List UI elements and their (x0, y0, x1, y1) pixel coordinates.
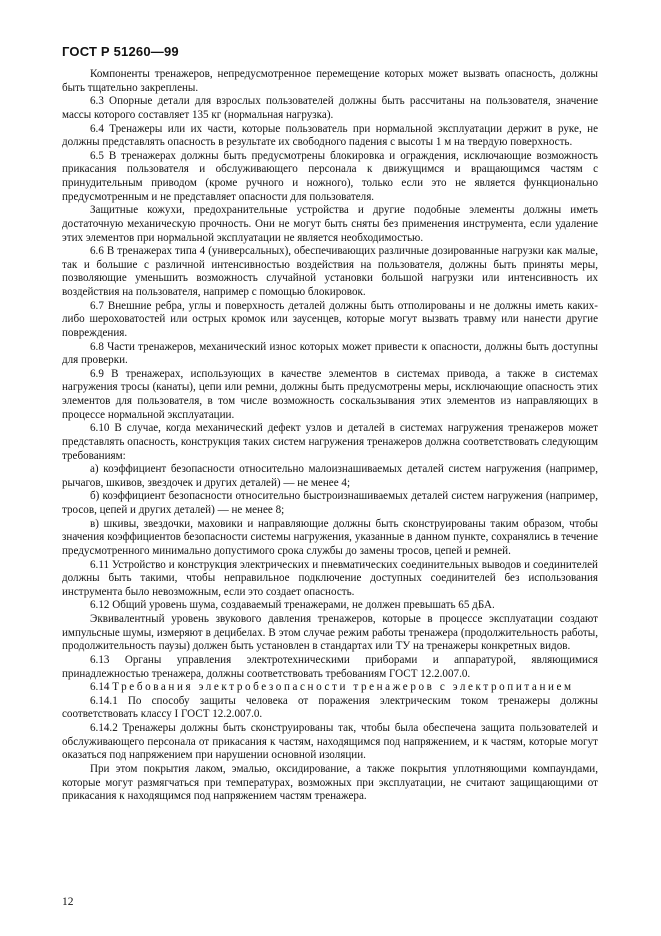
paragraph-6-6: 6.6 В тренажерах типа 4 (универсальных), обеспечивающих различные дозированные нагрузки как малые, так и большие с различной интенсивностью воздействия на пользователя, должны быть приняты меры, позволяющие уменьшить возможность случайной установки большой нагрузки или интенсивность их воздействия на пользователя, например с помощью блокировок. (62, 245, 598, 298)
list-item-a: а) коэффициент безопасности относительно малоизнашиваемых деталей систем нагружения (например, рычагов, шкивов, звездочек и других деталей) — не менее 4; (62, 463, 598, 489)
paragraph-6-13: 6.13 Органы управления электротехническими приборами и аппаратурой, являющимися принадлежностью тренажера, должны соответствовать требованиям ГОСТ 12.2.007.0. (62, 653, 598, 680)
section-number: 6.14 (90, 681, 110, 694)
list-item-b: б) коэффициент безопасности относительно быстроизнашиваемых деталей систем нагружения (например, тросов, цепей и других деталей) — не менее 8; (62, 490, 598, 516)
paragraph-6-11: 6.11 Устройство и конструкция электрических и пневматических соединительных выводов и соединителей должны быть такими, чтобы неправильное подключение доступных соединителей без использования инструмента было невозможным, если это создает опасность. (62, 558, 598, 598)
page-number: 12 (62, 896, 74, 908)
paragraph-6-4: 6.4 Тренажеры или их части, которые пользователь при нормальной эксплуатации держит в руке, не должны представлять опасность в результате их свободного падения с высоты 1 м на твердую поверхность. (62, 122, 598, 149)
paragraph: Эквивалентный уровень звукового давления тренажеров, которые в процессе эксплуатации создают импульсные шумы, измеряют в децибелах. В этом случае режим работы тренажера (продолжительность работы, продолжительность паузы) должен быть установлен в стандартах или ТУ на тренажеры конкретных видов. (62, 613, 598, 653)
section-heading-6-14 (62, 681, 598, 695)
paragraph: Защитные кожухи, предохранительные устройства и другие подобные элементы должны иметь достаточную механическую прочность. Они не могут быть сняты без применения инструмента, если удаление этих элементов при нормальной эксплуатации не является необходимостью. (62, 204, 598, 244)
document-body (62, 68, 598, 804)
paragraph-6-14-2: 6.14.2 Тренажеры должны быть сконструированы так, чтобы была обеспечена защита пользователей и обслуживающего персонала от прикасания к частям, находящимся под напряжением, и к частям, которые могут оказаться под напряжением при нарушении основной изоляции. (62, 722, 598, 762)
paragraph: Компоненты тренажеров, непредусмотренное перемещение которых может вызвать опасность, должны быть тщательно закреплены. (62, 68, 598, 94)
paragraph: При этом покрытия лаком, эмалью, оксидирование, а также покрытия уплотняющими компаундами, которые могут размягчаться при температурах, возможных при эксплуатации, не считают защищающими от прикасания к находящимся под напряжением частям тренажера. (62, 762, 598, 803)
paragraph-6-8: 6.8 Части тренажеров, механический износ которых может привести к опасности, должны быть доступны для проверки. (62, 340, 598, 367)
paragraph-6-7: 6.7 Внешние ребра, углы и поверхность деталей должны быть отполированы и не должны иметь каких-либо шероховатостей или острых кромок или заусенцев, которые могут вызвать травму или нанести другие повреждения. (62, 299, 598, 339)
paragraph-6-3: 6.3 Опорные детали для взрослых пользователей должны быть рассчитаны на пользователя, значение массы которого составляет 135 кг (нормальная нагрузка). (62, 95, 598, 121)
page-header-standard-number: ГОСТ Р 51260—99 (62, 44, 179, 59)
paragraph-6-5: 6.5 В тренажерах должны быть предусмотрены блокировка и ограждения, исключающие возможность прикасания пользователя и обслуживающего персонала к движущимся и вращающимся частям с принудительным приводом (кроме ручного и ножного), только если это не является функционально предусмотренным и не представляет опасности для пользователя. (62, 149, 598, 203)
paragraph-6-12: 6.12 Общий уровень шума, создаваемый тренажерами, не должен превышать 65 дБА. (90, 599, 495, 612)
paragraph-6-9: 6.9 В тренажерах, использующих в качестве элементов в системах привода, а также в системах нагружения тросы (канаты), цепи или ремни, должны быть предусмотрены меры, исключающие опасность этих элементов для пользователя, в том числе возможность соскальзывания этих элементов из направляющих в процессе нормальной эксплуатации. (62, 367, 598, 421)
section-title: Требования электробезопасности тренажеров с электропитанием (112, 681, 574, 694)
paragraph-6-10: 6.10 В случае, когда механический дефект узлов и деталей в системах нагружения тренажеров может представлять опасность, конструкция таких систем нагружения тренажеров должна соответствовать следующим требованиям: (62, 422, 598, 462)
list-item-v: в) шкивы, звездочки, маховики и направляющие должны быть сконструированы таким образом, чтобы значения коэффициентов безопасности системы нагружения, указанные в данном пункте, сохранялись в течение предусмотренного минимально допустимого срока службы до замены тросов, цепей и ремней. (62, 517, 598, 557)
paragraph-6-14-1: 6.14.1 По способу защиты человека от поражения электрическим током тренажеры должны соответствовать классу I ГОСТ 12.2.007.0. (62, 694, 598, 721)
